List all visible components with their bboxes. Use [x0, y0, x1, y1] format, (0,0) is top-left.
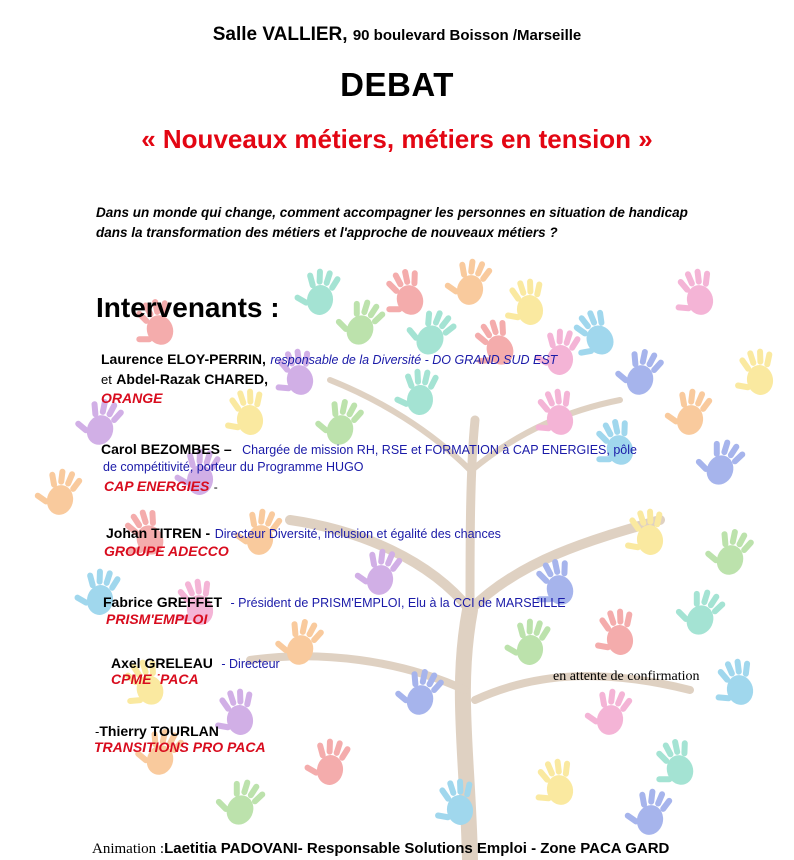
hand-leaf-icon	[619, 506, 670, 559]
speaker-4-org: PRISM'EMPLOI	[106, 611, 208, 627]
speaker-1b-name: Abdel-Razak CHARED,	[116, 371, 268, 387]
speaker-2-org-suffix: -	[213, 480, 218, 494]
footer-animation-line	[92, 840, 669, 858]
speaker-5-note: en attente de confirmation	[553, 669, 700, 684]
speaker-2-name: Carol BEZOMBES –	[101, 441, 232, 457]
hand-leaf-icon	[210, 770, 269, 831]
speaker-1-role: responsable de la Diversité - DO GRAND SUD EST	[270, 353, 558, 367]
hand-leaf-icon	[429, 776, 480, 829]
speaker-2-line	[101, 441, 637, 459]
hand-leaf-icon	[501, 615, 552, 668]
hand-leaf-icon	[706, 655, 760, 711]
speaker-2-role-line2: de compétitivité, porteur du Programme HUGO	[103, 460, 364, 474]
speaker-5-role: - Directeur	[221, 657, 280, 671]
speaker-1-joiner: et	[101, 372, 112, 387]
hand-leaf-icon	[700, 522, 757, 581]
hand-leaf-icon	[729, 346, 780, 399]
speaker-1-name: Laurence ELOY-PERRIN,	[101, 351, 266, 367]
speaker-3-name: Johan TITREN -	[106, 525, 211, 541]
speaker-3-role: Directeur Diversité, inclusion et égalité des chances	[214, 527, 501, 541]
hand-leaf-icon	[526, 755, 580, 811]
debate-subtitle: « Nouveaux métiers, métiers en tension »	[141, 124, 653, 154]
hand-leaf-icon	[219, 386, 270, 439]
footer-people: Laetitia PADOVANI- Responsable Solutions Emploi - Zone PACA GARD	[164, 840, 670, 857]
hand-leaf-icon	[330, 290, 389, 351]
hand-leaf-icon	[31, 463, 85, 519]
hand-leaf-icon	[390, 662, 447, 721]
speaker-1-line	[101, 351, 557, 369]
speaker-6-prefix: -	[95, 724, 100, 739]
hand-leaf-icon	[661, 383, 715, 439]
venue-address: 90 boulevard Boisson /Marseille	[352, 27, 582, 44]
venue-name: Salle VALLIER,	[212, 24, 348, 45]
speaker-4-line	[103, 594, 566, 612]
venue-line	[0, 24, 794, 46]
speaker-1-org: ORANGE	[101, 390, 163, 406]
speaker-6-name: Thierry TOURLAN	[99, 723, 219, 739]
speakers-heading: Intervenants :	[96, 292, 280, 323]
speaker-4-role: - Président de PRISM'EMPLOI, Elu à la CCI de MARSEILLE	[230, 596, 566, 610]
speaker-4-name: Fabrice GREFFET	[103, 594, 223, 610]
hand-leaf-icon	[291, 265, 342, 318]
speaker-3-org: GROUPE ADECCO	[104, 543, 229, 559]
hand-leaf-icon	[690, 430, 749, 491]
hand-leaf-icon	[621, 783, 675, 839]
speaker-5-org: CPME ˙PACA	[111, 671, 199, 687]
intro-question: Dans un monde qui change, comment accompagner les personnes en situation de handicap dans la transformation des métiers et l'approche de nouveaux métiers ?	[96, 205, 688, 240]
hand-leaf-icon	[561, 304, 622, 366]
hand-leaf-icon	[301, 735, 352, 788]
hand-leaf-icon	[610, 342, 667, 401]
hand-leaf-icon	[526, 385, 580, 441]
speaker-1b-line	[101, 371, 268, 389]
speaker-2-org-line	[104, 478, 218, 496]
hand-leaf-icon	[670, 580, 729, 641]
speaker-2-org: CAP ENERGIES	[104, 478, 210, 494]
hand-leaf-icon	[441, 253, 495, 309]
hand-leaf-icon	[666, 265, 720, 321]
speaker-5-name: Axel GRELEAU	[111, 655, 213, 671]
footer-lead: Animation :	[92, 841, 165, 857]
hand-leaf-icon	[351, 543, 405, 599]
speaker-2-role-line1: Chargée de mission RH, RSE et FORMATION à CAP ENERGIES, pôle	[242, 443, 637, 457]
hand-leaf-icon	[374, 265, 431, 324]
hand-leaf-icon	[644, 735, 701, 794]
event-type-title: DEBAT	[340, 66, 454, 103]
hand-leaf-icon	[392, 366, 440, 416]
hand-leaf-icon	[499, 276, 550, 329]
hand-leaf-icon	[581, 683, 635, 739]
hand-leaf-icon	[589, 606, 640, 659]
speaker-6-org: TRANSITIONS PRO PACA	[94, 739, 266, 755]
speaker-3-line	[106, 525, 501, 543]
